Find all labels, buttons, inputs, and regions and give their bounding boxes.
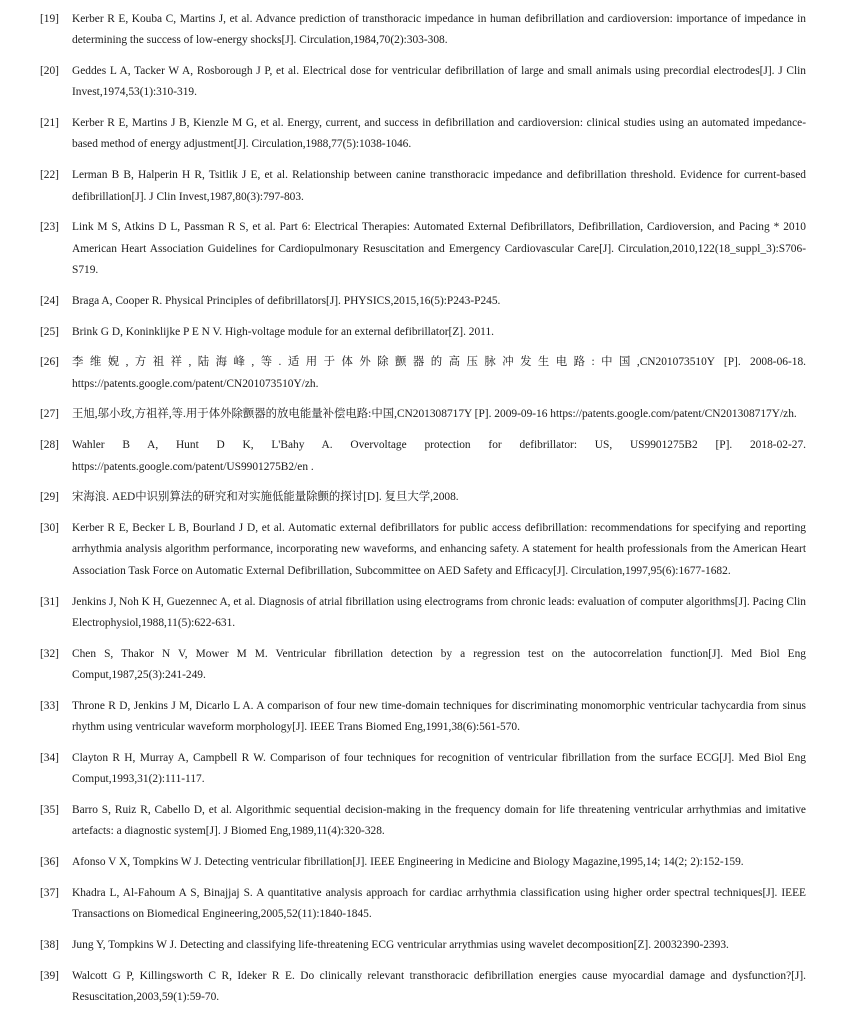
reference-number: [21] xyxy=(40,117,59,130)
reference-item xyxy=(40,217,806,281)
reference-number: [37] xyxy=(40,886,59,899)
reference-text: Jung Y, Tompkins W J. Detecting and classifying life-threatening ECG ventricular arrythmias using wavelet decomposition[Z]. 20032390-2393. xyxy=(72,938,729,951)
reference-text: 王旭,邬小玫,方祖祥,等.用于体外除颤器的放电能量补偿电路:中国,CN201308717Y [P]. 2009-09-16 https://patents.google.com/patent/CN201308717Y/zh. xyxy=(72,408,797,421)
reference-number: [25] xyxy=(40,325,59,338)
reference-number: [27] xyxy=(40,408,59,421)
reference-text: Kerber R E, Kouba C, Martins J, et al. Advance prediction of transthoracic impedance in human defibrillation and cardioversion: importance of impedance in determining the success of low-energy shocks[J]. Circulation,1984,70(2):303-308. xyxy=(72,13,806,47)
reference-text: Kerber R E, Becker L B, Bourland J D, et al. Automatic external defibrillators for public access defibrillation: recommendations for specifying and reporting arrhythmia analysis algorithm performance, incorporating new waveforms, and enhancing safety. A statement for health professionals from the American Heart Association Task Force on Automatic External Defibrillation, Subcommittee on AED Safety and Efficacy[J]. Circulation,1997,95(6):1677-1682. xyxy=(72,522,806,577)
reference-number: [36] xyxy=(40,856,59,868)
reference-item xyxy=(40,322,806,343)
reference-text: Kerber R E, Martins J B, Kienzle M G, et al. Energy, current, and success in defibrillation and cardioversion: clinical studies using an automated impedance-based method of energy adjustment[J]. Circulation,1988,77(5):1038-1046. xyxy=(72,117,806,151)
reference-number: [20] xyxy=(40,65,59,78)
reference-number: [29] xyxy=(40,491,59,504)
reference-item xyxy=(40,800,806,843)
reference-number: [31] xyxy=(40,595,59,608)
reference-list xyxy=(40,9,806,1018)
reference-text: Walcott G P, Killingsworth C R, Ideker R E. Do clinically relevant transthoracic defibrillation energies cause myocardial damage and dysfunction?[J]. Resuscitation,2003,59(1):59-70. xyxy=(72,969,806,1003)
reference-text: Geddes L A, Tacker W A, Rosborough J P, et al. Electrical dose for ventricular defibrillation of large and small animals using precordial electrodes[J]. J Clin Invest,1974,53(1):310-319. xyxy=(72,65,806,99)
reference-number: [39] xyxy=(40,969,59,982)
reference-item xyxy=(40,935,806,956)
reference-text: Afonso V X, Tompkins W J. Detecting ventricular fibrillation[J]. IEEE Engineering in Medicine and Biology Magazine,1995,14; 14(2; 2):152-159. xyxy=(72,856,744,868)
reference-number: [30] xyxy=(40,522,59,535)
reference-number: [34] xyxy=(40,751,59,764)
reference-number: [19] xyxy=(40,13,59,25)
reference-item xyxy=(40,352,806,395)
reference-number: [22] xyxy=(40,169,59,182)
reference-item xyxy=(40,696,806,739)
reference-item xyxy=(40,644,806,687)
reference-text: Brink G D, Koninklijke P E N V. High-voltage module for an external defibrillator[Z]. 2011. xyxy=(72,325,495,338)
reference-item xyxy=(40,165,806,208)
reference-text: Barro S, Ruiz R, Cabello D, et al. Algorithmic sequential decision-making in the frequency domain for life threatening ventricular arrhythmias and imitative artefacts: a diagnostic system[J]. J Biomed Eng,1989,11(4):320-328. xyxy=(72,803,806,838)
reference-item xyxy=(40,966,806,1009)
reference-text: Braga A, Cooper R. Physical Principles of defibrillators[J]. PHYSICS,2015,16(5):P243-P245. xyxy=(72,294,501,307)
reference-item xyxy=(40,852,806,873)
reference-item xyxy=(40,113,806,156)
reference-item xyxy=(40,291,806,312)
reference-item xyxy=(40,61,806,104)
reference-text: Jenkins J, Noh K H, Guezennec A, et al. Diagnosis of atrial fibrillation using electrograms from chronic leads: evaluation of computer algorithms[J]. Pacing Clin Electrophysiol,1988,11(5):622-631. xyxy=(72,595,806,629)
reference-number: [35] xyxy=(40,803,59,816)
reference-text: Wahler B A, Hunt D K, L'Bahy A. Overvoltage protection for defibrillator: US, US9901275B2 [P]. 2018-02-27. https://patents.google.com/patent/US9901275B2/en . xyxy=(72,439,806,473)
reference-item xyxy=(40,435,806,478)
reference-number: [26] xyxy=(40,356,59,369)
reference-text: Chen S, Thakor N V, Mower M M. Ventricular fibrillation detection by a regression test on the autocorrelation function[J]. Med Biol Eng Comput,1987,25(3):241-249. xyxy=(72,647,806,681)
reference-text: Lerman B B, Halperin H R, Tsitlik J E, et al. Relationship between canine transthoracic impedance and defibrillation threshold. Evidence for current-based defibrillation[J]. J Clin Invest,1987,80(3):797-803. xyxy=(72,169,806,203)
reference-number: [38] xyxy=(40,938,59,951)
reference-item xyxy=(40,404,806,425)
reference-text: Link M S, Atkins D L, Passman R S, et al. Part 6: Electrical Therapies: Automated External Defibrillators, Defibrillation, Cardioversion, and Pacing * 2010 American Heart Association Guidelines for Cardiopulmonary Resuscitation and Emergency Cardiovascular Care[J]. Circulation,2010,122(18_suppl_3):S706-S719. xyxy=(72,221,806,276)
reference-item xyxy=(40,592,806,635)
reference-text: 李维婗,方祖祥,陆海峰,等.适用于体外除颤器的高压脉冲发生电路:中国,CN201073510Y [P]. 2008-06-18. https://patents.google.com/patent/CN201073510Y/zh. xyxy=(72,356,806,390)
reference-item xyxy=(40,518,806,582)
reference-item xyxy=(40,9,806,52)
reference-item xyxy=(40,487,806,508)
reference-text: 宋海浪. AED中识别算法的研究和对实施低能量除颤的探讨[D]. 复旦大学,2008. xyxy=(72,491,459,504)
reference-number: [32] xyxy=(40,647,59,660)
reference-number: [24] xyxy=(40,294,59,307)
reference-item xyxy=(40,748,806,791)
reference-text: Throne R D, Jenkins J M, Dicarlo L A. A comparison of four new time-domain techniques for discriminating monomorphic ventricular tachycardia from sinus rhythm using ventricular waveform morphology[J]. IEEE Trans Biomed Eng,1991,38(6):561-570. xyxy=(72,699,806,734)
reference-number: [33] xyxy=(40,699,59,712)
reference-text: Clayton R H, Murray A, Campbell R W. Comparison of four techniques for recognition of ventricular fibrillation from the surface ECG[J]. Med Biol Eng Comput,1993,31(2):111-117. xyxy=(72,751,806,786)
reference-number: [28] xyxy=(40,439,59,452)
reference-text: Khadra L, Al-Fahoum A S, Binajjaj S. A quantitative analysis approach for cardiac arrhythmia classification using higher order spectral techniques[J]. IEEE Transactions on Biomedical Engineering,2005,52(11):1840-1845. xyxy=(72,886,806,921)
reference-item xyxy=(40,883,806,926)
reference-number: [23] xyxy=(40,221,59,234)
